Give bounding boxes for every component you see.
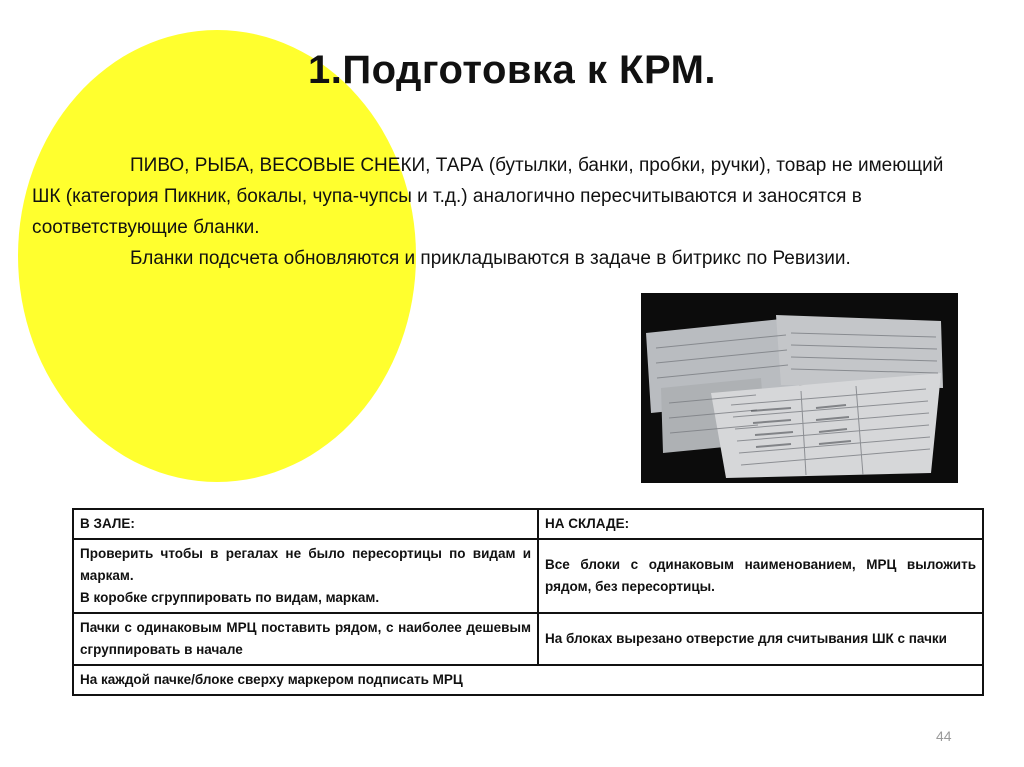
- hall-cell: Пачки с одинаковым МРЦ поставить рядом, с наиболее дешевым сгруппировать в начале: [73, 613, 538, 665]
- page-number: 44: [936, 728, 952, 744]
- paragraph-2: Бланки подсчета обновляются и прикладываются в задаче в битрикс по Ревизии.: [130, 248, 851, 269]
- slide-body: [32, 150, 972, 274]
- table-row: [73, 613, 983, 665]
- forms-photo-drawing: [641, 293, 958, 483]
- hall-item: В коробке сгруппировать по видам, маркам.: [80, 590, 380, 605]
- hall-item: Проверить чтобы в регалах не было пересортицы по видам и маркам.: [80, 546, 531, 583]
- slide-title: 1.Подготовка к КРМ.: [307, 48, 717, 92]
- hall-cell: [73, 539, 538, 613]
- paragraph-1: ПИВО, РЫБА, ВЕСОВЫЕ СНЕКИ, ТАРА (бутылки, банки, пробки, ручки), товар не имеющий ШК (категория Пикник, бокалы, чупа-чупсы и т.д.) аналогично пересчитываются и заносятся в соответствующие бланки.: [32, 155, 944, 238]
- warehouse-cell: Все блоки с одинаковым наименованием, МРЦ выложить рядом, без пересортицы.: [538, 539, 983, 613]
- common-cell: На каждой пачке/блоке сверху маркером подписать МРЦ: [73, 665, 983, 695]
- warehouse-cell: На блоках вырезано отверстие для считывания ШК с пачки: [538, 613, 983, 665]
- table-row: [73, 539, 983, 613]
- header-warehouse: НА СКЛАДЕ:: [538, 509, 983, 539]
- checklist-table: [72, 508, 984, 696]
- table-row: [73, 665, 983, 695]
- table-header-row: [73, 509, 983, 539]
- forms-photo: [641, 293, 958, 483]
- header-hall: В ЗАЛЕ:: [73, 509, 538, 539]
